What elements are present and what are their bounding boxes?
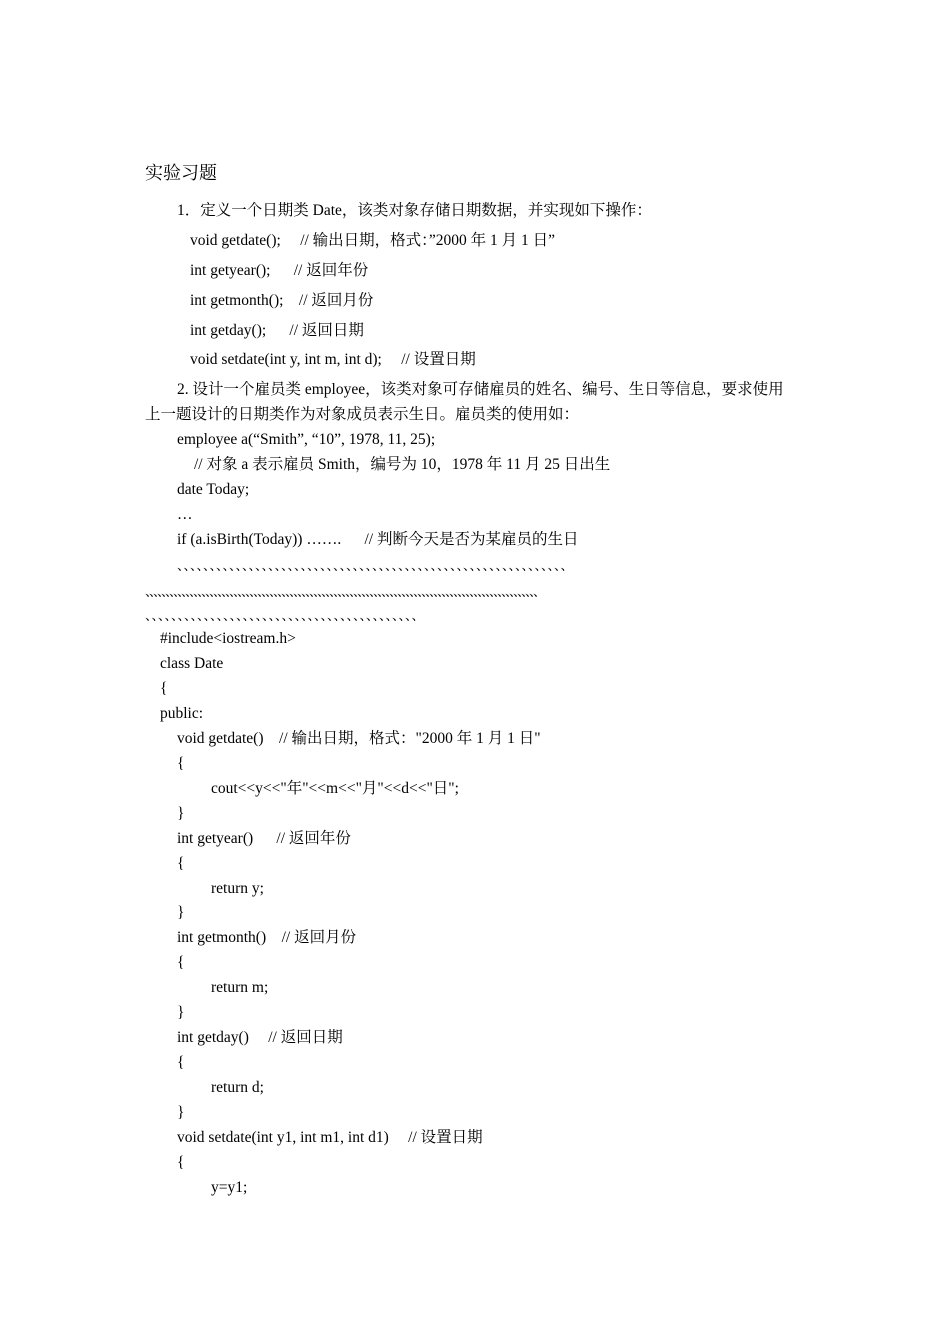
code-line: } xyxy=(177,1104,185,1121)
code-line: return d; xyxy=(211,1079,264,1096)
code-line: int getday() // 返回日期 xyxy=(177,1029,343,1046)
q2-code-ellipsis: … xyxy=(177,506,193,523)
code-line: public: xyxy=(160,705,204,722)
separator-row-1: 、、、、、、、、、、、、、、、、、、、、、、、、、、、、、、、、、、、、、、、、、、、、、、、、、、、、、、、、、、、、 xyxy=(177,558,574,573)
q2-code-employee: employee a(“Smith”, “10”, 1978, 11, 25); xyxy=(177,431,436,448)
code-line: { xyxy=(177,1054,185,1071)
code-line: } xyxy=(177,1004,185,1021)
separator-row-2: 、、、、、、、、、、、、、、、、、、、、、、、、、、、、、、、、、、、、、、、、、、、、、、、、、、、、、、、、、、、、、、、、、、、、、、、、、、、、、、、、、、、、、、、、、、、、、、、、、、 xyxy=(145,584,544,599)
q1-op-getdate: void getdate(); // 输出日期，格式：”2000 年 1 月 1 日” xyxy=(190,232,556,249)
code-line: { xyxy=(160,680,168,697)
code-line: y=y1; xyxy=(211,1179,248,1196)
code-line: int getmonth() // 返回月份 xyxy=(177,929,357,946)
code-line: void setdate(int y1, int m1, int d1) // 设置日期 xyxy=(177,1129,483,1146)
code-line: } xyxy=(177,805,185,822)
q1-op-getyear: int getyear(); // 返回年份 xyxy=(190,262,369,279)
q1-op-setdate: void setdate(int y, int m, int d); // 设置日期 xyxy=(190,351,476,368)
code-line: { xyxy=(177,855,185,872)
code-line: cout<<y<<"年"<<m<<"月"<<d<<"日"; xyxy=(211,780,459,797)
code-line: class Date xyxy=(160,655,224,672)
q2-code-date: date Today; xyxy=(177,481,250,498)
q2-code-isbirth: if (a.isBirth(Today)) ……. // 判断今天是否为某雇员的生日 xyxy=(177,531,579,548)
separator-row-3: 、、、、、、、、、、、、、、、、、、、、、、、、、、、、、、、、、、、、、、、、、、 xyxy=(145,608,425,623)
code-line: { xyxy=(177,1154,185,1171)
code-line: return m; xyxy=(211,979,269,996)
code-line: #include<iostream.h> xyxy=(160,630,296,647)
code-line: int getyear() // 返回年份 xyxy=(177,830,351,847)
code-line: void getdate() // 输出日期，格式："2000 年 1 月 1 日" xyxy=(177,730,541,747)
code-line: return y; xyxy=(211,880,264,897)
code-line: { xyxy=(177,755,185,772)
q2-line-2: 上一题设计的日期类作为对象成员表示生日。雇员类的使用如： xyxy=(145,406,580,423)
q2-line-1: 2. 设计一个雇员类 employee，该类对象可存储雇员的姓名、编号、生日等信息，要求使用 xyxy=(177,381,784,398)
q1-op-getmonth: int getmonth(); // 返回月份 xyxy=(190,292,374,309)
code-line: { xyxy=(177,954,185,971)
q1-op-getday: int getday(); // 返回日期 xyxy=(190,322,364,339)
code-line: } xyxy=(177,904,185,921)
q2-comment: // 对象 a 表示雇员 Smith，编号为 10，1978 年 11 月 25 日出生 xyxy=(194,456,611,473)
section-heading: 实验习题 xyxy=(145,163,217,184)
q1-intro: 1．定义一个日期类 Date，该类对象存储日期数据，并实现如下操作： xyxy=(177,202,652,219)
